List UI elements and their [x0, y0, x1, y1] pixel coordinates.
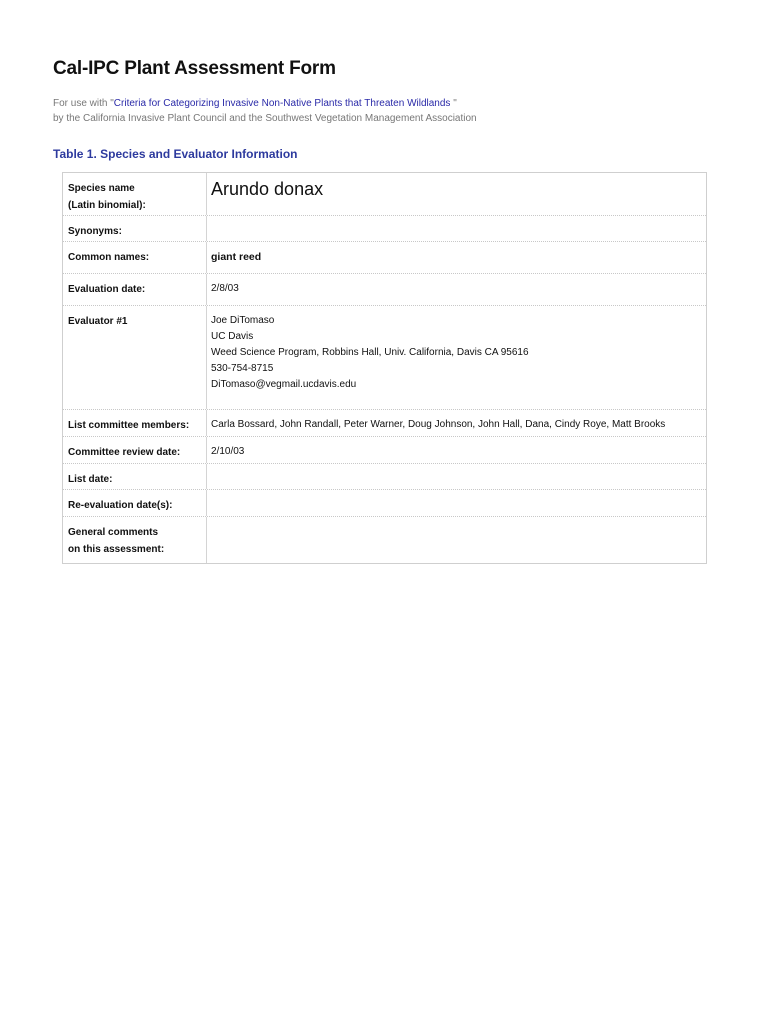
general-comments-label: [63, 517, 207, 563]
reevaluation-dates-value: [207, 490, 706, 516]
evaluation-date-value: 2/8/03: [211, 283, 239, 294]
table-row-reevaluation-dates: [63, 490, 706, 517]
table-row-list-date: [63, 464, 706, 490]
intro-line-2: by the California Invasive Plant Council and the Southwest Vegetation Management Association: [53, 113, 477, 124]
list-committee-value: Carla Bossard, John Randall, Peter Warner, Doug Johnson, John Hall, Dana, Cindy Roye, Matt Brooks: [211, 419, 666, 430]
species-label-line1: Species name: [68, 183, 135, 194]
intro-prefix: For use with ": [53, 98, 114, 109]
table-row-evaluation-date: [63, 274, 706, 306]
list-committee-label: List committee members:: [63, 410, 207, 436]
intro-suffix: ": [450, 98, 457, 109]
evaluator-email: DiTomaso@vegmail.ucdavis.edu: [211, 379, 357, 390]
common-names-label: Common names:: [63, 242, 207, 273]
evaluator-institution: UC Davis: [211, 331, 254, 342]
table-row-general-comments: [63, 517, 706, 563]
evaluator-name: Joe DiTomaso: [211, 315, 275, 326]
evaluation-date-label: Evaluation date:: [63, 274, 207, 305]
table-title: Table 1. Species and Evaluator Information: [53, 147, 298, 161]
page-title: Cal-IPC Plant Assessment Form: [53, 58, 336, 79]
species-label-line2: (Latin binomial):: [68, 200, 146, 211]
species-label: [63, 173, 207, 215]
table-row-list-committee: [63, 410, 706, 437]
common-names-value: giant reed: [211, 251, 262, 263]
synonyms-label: Synonyms:: [63, 216, 207, 241]
list-date-value: [207, 464, 706, 489]
species-evaluator-table: [62, 172, 707, 564]
evaluator-address: Weed Science Program, Robbins Hall, Univ. California, Davis CA 95616: [211, 347, 529, 358]
table-row-common-names: [63, 242, 706, 274]
evaluator-phone: 530-754-8715: [211, 363, 274, 374]
list-date-label: List date:: [63, 464, 207, 489]
intro-line-1: [53, 96, 477, 111]
table-row-synonyms: [63, 216, 706, 242]
evaluator-label: Evaluator #1: [63, 306, 207, 409]
table-row-evaluator: [63, 306, 706, 410]
general-comments-value: [207, 517, 706, 563]
intro-text: [53, 96, 477, 126]
reevaluation-dates-label: Re-evaluation date(s):: [63, 490, 207, 516]
committee-review-date-value: 2/10/03: [211, 446, 245, 457]
committee-review-date-label: Committee review date:: [63, 437, 207, 463]
table-row-species: [63, 173, 706, 216]
evaluator-value: [207, 306, 706, 409]
synonyms-value: [207, 216, 706, 241]
criteria-link[interactable]: Criteria for Categorizing Invasive Non-Native Plants that Threaten Wildlands: [113, 98, 451, 109]
table-row-committee-review-date: [63, 437, 706, 464]
general-comments-label-line2: on this assessment:: [68, 544, 165, 555]
general-comments-label-line1: General comments: [68, 527, 159, 538]
species-value: Arundo donax: [211, 179, 324, 199]
